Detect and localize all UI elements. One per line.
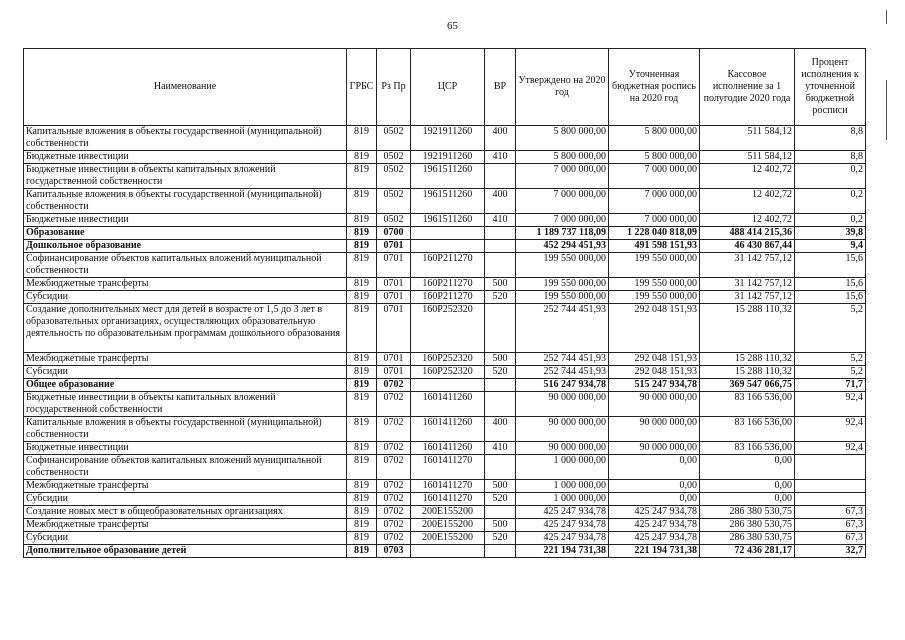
table-row xyxy=(24,417,866,442)
cell-refined: 7 000 000,00 xyxy=(609,189,700,214)
cell-rzpr: 0502 xyxy=(377,151,411,164)
cell-approved: 90 000 000,00 xyxy=(516,442,609,455)
cell-percent: 15,6 xyxy=(795,253,866,278)
col-header-percent: Процент исполнения к уточненной бюджетной росписи xyxy=(795,49,866,126)
cell-percent: 92,4 xyxy=(795,392,866,417)
cell-approved: 199 550 000,00 xyxy=(516,278,609,291)
cell-percent: 0,2 xyxy=(795,164,866,189)
cell-grbs: 819 xyxy=(347,506,377,519)
cell-grbs: 819 xyxy=(347,519,377,532)
cell-rzpr: 0702 xyxy=(377,493,411,506)
cell-name: Софинансирование объектов капитальных вложений муниципальной собственности xyxy=(24,253,347,278)
cell-grbs: 819 xyxy=(347,545,377,558)
cell-name: Межбюджетные трансферты xyxy=(24,519,347,532)
cell-refined: 0,00 xyxy=(609,455,700,480)
cell-cash: 15 288 110,32 xyxy=(700,353,795,366)
cell-refined: 90 000 000,00 xyxy=(609,417,700,442)
cell-refined: 1 228 040 818,09 xyxy=(609,227,700,240)
cell-grbs: 819 xyxy=(347,126,377,151)
cell-grbs: 819 xyxy=(347,417,377,442)
cell-csr: 160P252320 xyxy=(411,304,485,353)
table-row xyxy=(24,126,866,151)
cell-percent: 5,2 xyxy=(795,366,866,379)
table-row xyxy=(24,227,866,240)
cell-rzpr: 0702 xyxy=(377,392,411,417)
cell-name: Бюджетные инвестиции xyxy=(24,151,347,164)
cell-vr: 520 xyxy=(485,366,516,379)
cell-percent xyxy=(795,493,866,506)
cell-csr xyxy=(411,240,485,253)
cell-csr: 1921911260 xyxy=(411,151,485,164)
cell-approved: 516 247 934,78 xyxy=(516,379,609,392)
col-header-name: Наименование xyxy=(24,49,347,126)
cell-cash: 0,00 xyxy=(700,480,795,493)
cell-rzpr: 0702 xyxy=(377,480,411,493)
cell-refined: 7 000 000,00 xyxy=(609,214,700,227)
cell-vr: 500 xyxy=(485,353,516,366)
cell-refined: 199 550 000,00 xyxy=(609,278,700,291)
cell-csr: 1961511260 xyxy=(411,164,485,189)
cell-percent xyxy=(795,480,866,493)
col-header-cash: Кассовое исполнение за 1 полугодие 2020 года xyxy=(700,49,795,126)
table-header-row xyxy=(24,49,866,126)
cell-cash: 15 288 110,32 xyxy=(700,304,795,353)
col-header-grbs: ГРБС xyxy=(347,49,377,126)
cell-refined: 425 247 934,78 xyxy=(609,519,700,532)
cell-grbs: 819 xyxy=(347,392,377,417)
cell-percent: 71,7 xyxy=(795,379,866,392)
cell-csr xyxy=(411,379,485,392)
table-row xyxy=(24,214,866,227)
cell-percent: 92,4 xyxy=(795,442,866,455)
cell-percent: 67,3 xyxy=(795,532,866,545)
cell-cash: 0,00 xyxy=(700,455,795,480)
cell-percent: 39,8 xyxy=(795,227,866,240)
cell-cash: 369 547 066,75 xyxy=(700,379,795,392)
cell-vr xyxy=(485,379,516,392)
cell-cash: 31 142 757,12 xyxy=(700,278,795,291)
cell-csr: 1601411260 xyxy=(411,392,485,417)
cell-name: Капитальные вложения в объекты государственной (муниципальной) собственности xyxy=(24,417,347,442)
cell-grbs: 819 xyxy=(347,214,377,227)
cell-csr: 200E155200 xyxy=(411,506,485,519)
col-header-csr: ЦСР xyxy=(411,49,485,126)
cell-approved: 252 744 451,93 xyxy=(516,304,609,353)
table-body xyxy=(24,126,866,558)
cell-rzpr: 0703 xyxy=(377,545,411,558)
cell-rzpr: 0701 xyxy=(377,304,411,353)
cell-vr xyxy=(485,164,516,189)
cell-name: Капитальные вложения в объекты государственной (муниципальной) собственности xyxy=(24,189,347,214)
cell-rzpr: 0701 xyxy=(377,240,411,253)
cell-name: Капитальные вложения в объекты государственной (муниципальной) собственности xyxy=(24,126,347,151)
table-row xyxy=(24,493,866,506)
cell-grbs: 819 xyxy=(347,151,377,164)
cell-csr: 1601411270 xyxy=(411,480,485,493)
cell-approved: 7 000 000,00 xyxy=(516,214,609,227)
cell-vr: 410 xyxy=(485,214,516,227)
cell-cash: 511 584,12 xyxy=(700,126,795,151)
cell-grbs: 819 xyxy=(347,366,377,379)
table-row xyxy=(24,506,866,519)
col-header-rzpr: Рз Пр xyxy=(377,49,411,126)
cell-grbs: 819 xyxy=(347,493,377,506)
cell-rzpr: 0702 xyxy=(377,417,411,442)
cell-csr: 200E155200 xyxy=(411,532,485,545)
cell-name: Бюджетные инвестиции в объекты капитальных вложений государственной собственности xyxy=(24,164,347,189)
cell-refined: 292 048 151,93 xyxy=(609,304,700,353)
cell-approved: 90 000 000,00 xyxy=(516,392,609,417)
page-number: 65 xyxy=(447,20,458,32)
cell-cash: 286 380 530,75 xyxy=(700,506,795,519)
table-row xyxy=(24,480,866,493)
cell-rzpr: 0502 xyxy=(377,214,411,227)
cell-approved: 5 800 000,00 xyxy=(516,151,609,164)
cell-name: Бюджетные инвестиции xyxy=(24,442,347,455)
table-row xyxy=(24,532,866,545)
cell-grbs: 819 xyxy=(347,189,377,214)
cell-vr: 400 xyxy=(485,189,516,214)
cell-percent: 5,2 xyxy=(795,304,866,353)
cell-vr: 500 xyxy=(485,480,516,493)
cell-percent: 0,2 xyxy=(795,189,866,214)
cell-percent: 8,8 xyxy=(795,151,866,164)
cell-name: Субсидии xyxy=(24,366,347,379)
cell-vr: 400 xyxy=(485,126,516,151)
cell-percent xyxy=(795,455,866,480)
cell-approved: 5 800 000,00 xyxy=(516,126,609,151)
cell-grbs: 819 xyxy=(347,291,377,304)
cell-rzpr: 0701 xyxy=(377,353,411,366)
cell-rzpr: 0701 xyxy=(377,366,411,379)
cell-percent: 8,8 xyxy=(795,126,866,151)
cell-refined: 199 550 000,00 xyxy=(609,291,700,304)
cell-name: Образование xyxy=(24,227,347,240)
cell-percent: 15,6 xyxy=(795,291,866,304)
cell-approved: 7 000 000,00 xyxy=(516,189,609,214)
cell-grbs: 819 xyxy=(347,532,377,545)
cell-vr xyxy=(485,392,516,417)
cell-name: Создание дополнительных мест для детей в возрасте от 1,5 до 3 лет в образовательных организациях, осуществляющих образовательную деятельность по образовательным программам дошкольного образования xyxy=(24,304,347,353)
cell-vr xyxy=(485,227,516,240)
cell-approved: 1 000 000,00 xyxy=(516,493,609,506)
cell-refined: 292 048 151,93 xyxy=(609,366,700,379)
cell-vr xyxy=(485,506,516,519)
cell-percent: 92,4 xyxy=(795,417,866,442)
table-row xyxy=(24,151,866,164)
cell-name: Создание новых мест в общеобразовательных организациях xyxy=(24,506,347,519)
cell-rzpr: 0702 xyxy=(377,455,411,480)
cell-name: Дополнительное образование детей xyxy=(24,545,347,558)
cell-csr: 1961511260 xyxy=(411,189,485,214)
cell-grbs: 819 xyxy=(347,240,377,253)
budget-table xyxy=(23,48,866,558)
cell-rzpr: 0701 xyxy=(377,278,411,291)
cell-cash: 12 402,72 xyxy=(700,214,795,227)
cell-csr: 1961511260 xyxy=(411,214,485,227)
cell-rzpr: 0700 xyxy=(377,227,411,240)
cell-cash: 72 436 281,17 xyxy=(700,545,795,558)
cell-csr: 1921911260 xyxy=(411,126,485,151)
cell-approved: 7 000 000,00 xyxy=(516,164,609,189)
col-header-refined: Уточненная бюджетная роспись на 2020 год xyxy=(609,49,700,126)
cell-cash: 286 380 530,75 xyxy=(700,532,795,545)
cell-vr: 500 xyxy=(485,519,516,532)
cell-csr: 1601411270 xyxy=(411,493,485,506)
col-header-vr: ВР xyxy=(485,49,516,126)
cell-refined: 90 000 000,00 xyxy=(609,392,700,417)
cell-approved: 425 247 934,78 xyxy=(516,532,609,545)
cell-refined: 90 000 000,00 xyxy=(609,442,700,455)
cell-name: Межбюджетные трансферты xyxy=(24,353,347,366)
table-row xyxy=(24,253,866,278)
table-row xyxy=(24,164,866,189)
cell-grbs: 819 xyxy=(347,480,377,493)
cell-rzpr: 0702 xyxy=(377,506,411,519)
cell-refined: 5 800 000,00 xyxy=(609,151,700,164)
cell-name: Общее образование xyxy=(24,379,347,392)
cell-vr xyxy=(485,455,516,480)
cell-cash: 286 380 530,75 xyxy=(700,519,795,532)
cell-csr: 160P211270 xyxy=(411,278,485,291)
cell-cash: 31 142 757,12 xyxy=(700,253,795,278)
cell-approved: 1 000 000,00 xyxy=(516,480,609,493)
cell-refined: 491 598 151,93 xyxy=(609,240,700,253)
margin-mark xyxy=(886,80,887,140)
cell-vr xyxy=(485,545,516,558)
cell-csr: 1601411270 xyxy=(411,455,485,480)
table-row xyxy=(24,366,866,379)
cell-csr xyxy=(411,545,485,558)
cell-name: Софинансирование объектов капитальных вложений муниципальной собственности xyxy=(24,455,347,480)
cell-vr: 520 xyxy=(485,291,516,304)
cell-vr xyxy=(485,304,516,353)
cell-refined: 221 194 731,38 xyxy=(609,545,700,558)
cell-refined: 7 000 000,00 xyxy=(609,164,700,189)
table-row xyxy=(24,278,866,291)
cell-grbs: 819 xyxy=(347,227,377,240)
cell-name: Межбюджетные трансферты xyxy=(24,278,347,291)
cell-grbs: 819 xyxy=(347,455,377,480)
cell-refined: 292 048 151,93 xyxy=(609,353,700,366)
cell-name: Субсидии xyxy=(24,493,347,506)
cell-vr xyxy=(485,240,516,253)
cell-csr: 1601411260 xyxy=(411,417,485,442)
cell-rzpr: 0502 xyxy=(377,126,411,151)
cell-cash: 83 166 536,00 xyxy=(700,417,795,442)
cell-percent: 9,4 xyxy=(795,240,866,253)
cell-approved: 452 294 451,93 xyxy=(516,240,609,253)
cell-vr: 400 xyxy=(485,417,516,442)
cell-approved: 252 744 451,93 xyxy=(516,353,609,366)
cell-csr: 160P211270 xyxy=(411,253,485,278)
cell-grbs: 819 xyxy=(347,304,377,353)
cell-approved: 425 247 934,78 xyxy=(516,519,609,532)
cell-rzpr: 0702 xyxy=(377,442,411,455)
cell-percent: 5,2 xyxy=(795,353,866,366)
cell-approved: 425 247 934,78 xyxy=(516,506,609,519)
cell-vr: 410 xyxy=(485,442,516,455)
cell-refined: 425 247 934,78 xyxy=(609,532,700,545)
cell-approved: 1 000 000,00 xyxy=(516,455,609,480)
cell-cash: 83 166 536,00 xyxy=(700,392,795,417)
cell-csr: 200E155200 xyxy=(411,519,485,532)
cell-approved: 90 000 000,00 xyxy=(516,417,609,442)
cell-grbs: 819 xyxy=(347,379,377,392)
cell-name: Межбюджетные трансферты xyxy=(24,480,347,493)
cell-grbs: 819 xyxy=(347,353,377,366)
cell-vr: 410 xyxy=(485,151,516,164)
cell-name: Бюджетные инвестиции в объекты капитальных вложений государственной собственности xyxy=(24,392,347,417)
cell-approved: 199 550 000,00 xyxy=(516,253,609,278)
table-row xyxy=(24,442,866,455)
table-row xyxy=(24,455,866,480)
table-row xyxy=(24,353,866,366)
cell-cash: 46 430 867,44 xyxy=(700,240,795,253)
cell-rzpr: 0702 xyxy=(377,532,411,545)
cell-csr: 160P252320 xyxy=(411,353,485,366)
cell-grbs: 819 xyxy=(347,442,377,455)
cell-percent: 15,6 xyxy=(795,278,866,291)
cell-approved: 199 550 000,00 xyxy=(516,291,609,304)
cell-cash: 511 584,12 xyxy=(700,151,795,164)
cell-vr: 520 xyxy=(485,493,516,506)
table-row xyxy=(24,291,866,304)
cell-approved: 252 744 451,93 xyxy=(516,366,609,379)
cell-refined: 199 550 000,00 xyxy=(609,253,700,278)
cell-refined: 425 247 934,78 xyxy=(609,506,700,519)
cell-grbs: 819 xyxy=(347,253,377,278)
cell-csr: 160P211270 xyxy=(411,291,485,304)
table-row xyxy=(24,545,866,558)
cell-refined: 0,00 xyxy=(609,493,700,506)
table-row xyxy=(24,379,866,392)
cell-cash: 15 288 110,32 xyxy=(700,366,795,379)
table-row xyxy=(24,519,866,532)
cell-csr: 1601411260 xyxy=(411,442,485,455)
cell-refined: 0,00 xyxy=(609,480,700,493)
cell-name: Дошкольное образование xyxy=(24,240,347,253)
cell-rzpr: 0702 xyxy=(377,519,411,532)
cell-cash: 83 166 536,00 xyxy=(700,442,795,455)
cell-rzpr: 0701 xyxy=(377,291,411,304)
table-row xyxy=(24,392,866,417)
cell-name: Субсидии xyxy=(24,532,347,545)
cell-percent: 67,3 xyxy=(795,519,866,532)
cell-csr: 160P252320 xyxy=(411,366,485,379)
cell-rzpr: 0502 xyxy=(377,189,411,214)
cell-cash: 12 402,72 xyxy=(700,189,795,214)
cell-approved: 221 194 731,38 xyxy=(516,545,609,558)
table-row xyxy=(24,240,866,253)
cell-rzpr: 0502 xyxy=(377,164,411,189)
cell-grbs: 819 xyxy=(347,278,377,291)
cell-refined: 515 247 934,78 xyxy=(609,379,700,392)
cell-cash: 31 142 757,12 xyxy=(700,291,795,304)
cell-percent: 0,2 xyxy=(795,214,866,227)
cell-grbs: 819 xyxy=(347,164,377,189)
cell-rzpr: 0702 xyxy=(377,379,411,392)
cell-approved: 1 189 737 118,09 xyxy=(516,227,609,240)
col-header-approved: Утверждено на 2020 год xyxy=(516,49,609,126)
cell-percent: 67,3 xyxy=(795,506,866,519)
cell-vr xyxy=(485,253,516,278)
cell-percent: 32,7 xyxy=(795,545,866,558)
cell-csr xyxy=(411,227,485,240)
table-row xyxy=(24,189,866,214)
cell-name: Бюджетные инвестиции xyxy=(24,214,347,227)
cell-refined: 5 800 000,00 xyxy=(609,126,700,151)
cell-cash: 0,00 xyxy=(700,493,795,506)
cell-vr: 520 xyxy=(485,532,516,545)
cell-rzpr: 0701 xyxy=(377,253,411,278)
table-row xyxy=(24,304,866,353)
cell-cash: 488 414 215,36 xyxy=(700,227,795,240)
margin-mark xyxy=(886,10,887,24)
cell-name: Субсидии xyxy=(24,291,347,304)
cell-vr: 500 xyxy=(485,278,516,291)
cell-cash: 12 402,72 xyxy=(700,164,795,189)
